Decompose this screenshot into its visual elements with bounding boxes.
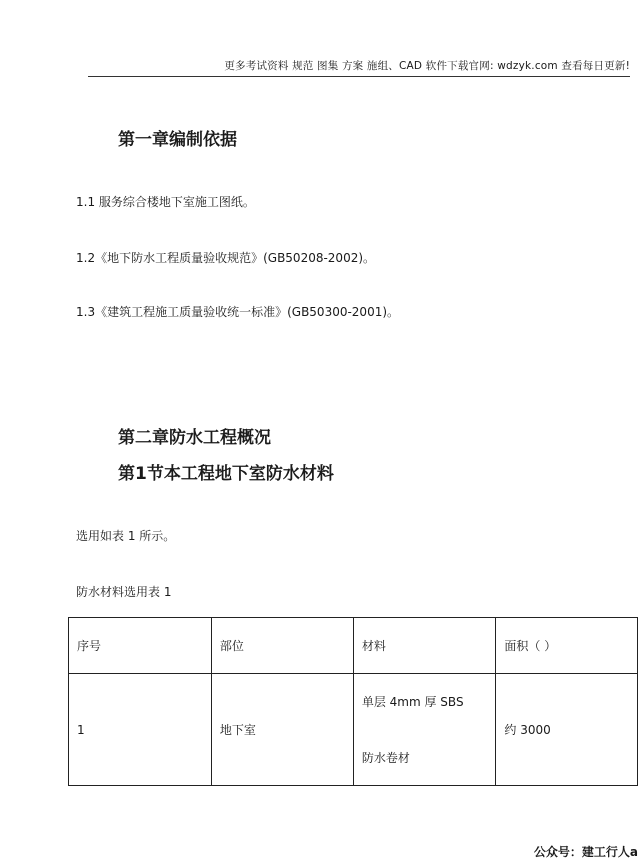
- footer-watermark: 公众号：建工行人a: [533, 845, 638, 859]
- table-row: [69, 674, 638, 786]
- header-location: 部位: [211, 618, 353, 674]
- cell-location: 地下室: [211, 674, 353, 786]
- header-rule: [88, 76, 630, 77]
- materials-table: [68, 617, 638, 786]
- section-title: 第1节本工程地下室防水材料: [118, 464, 334, 484]
- table-header-row: [69, 618, 638, 674]
- chapter1-item-1: 1.1 服务综合楼地下室施工图纸。: [76, 195, 255, 209]
- chapter1-item-3: 1.3《建筑工程施工质量验收统一标准》(GB50300-2001)。: [76, 305, 400, 319]
- cell-material-line2: 防水卷材: [361, 750, 410, 765]
- page-header: 更多考试资料 规范 图集 方案 施组、CAD 软件下载官网: wdzyk.com 查看每日更新!: [224, 60, 630, 72]
- table-intro: 选用如表 1 所示。: [76, 529, 176, 543]
- header-no: 序号: [69, 618, 212, 674]
- table-caption: 防水材料选用表 1: [76, 585, 172, 599]
- cell-material: [353, 674, 496, 786]
- cell-no: 1: [69, 674, 212, 786]
- cell-area: 约 3000: [496, 674, 638, 786]
- header-area: 面积（ ）: [496, 618, 638, 674]
- header-material: 材料: [353, 618, 496, 674]
- chapter2-title: 第二章防水工程概况: [118, 428, 271, 448]
- chapter1-item-2: 1.2《地下防水工程质量验收规范》(GB50208-2002)。: [76, 251, 376, 265]
- chapter1-title: 第一章编制依据: [118, 130, 237, 150]
- cell-material-line1: 单层 4mm 厚 SBS: [361, 694, 464, 709]
